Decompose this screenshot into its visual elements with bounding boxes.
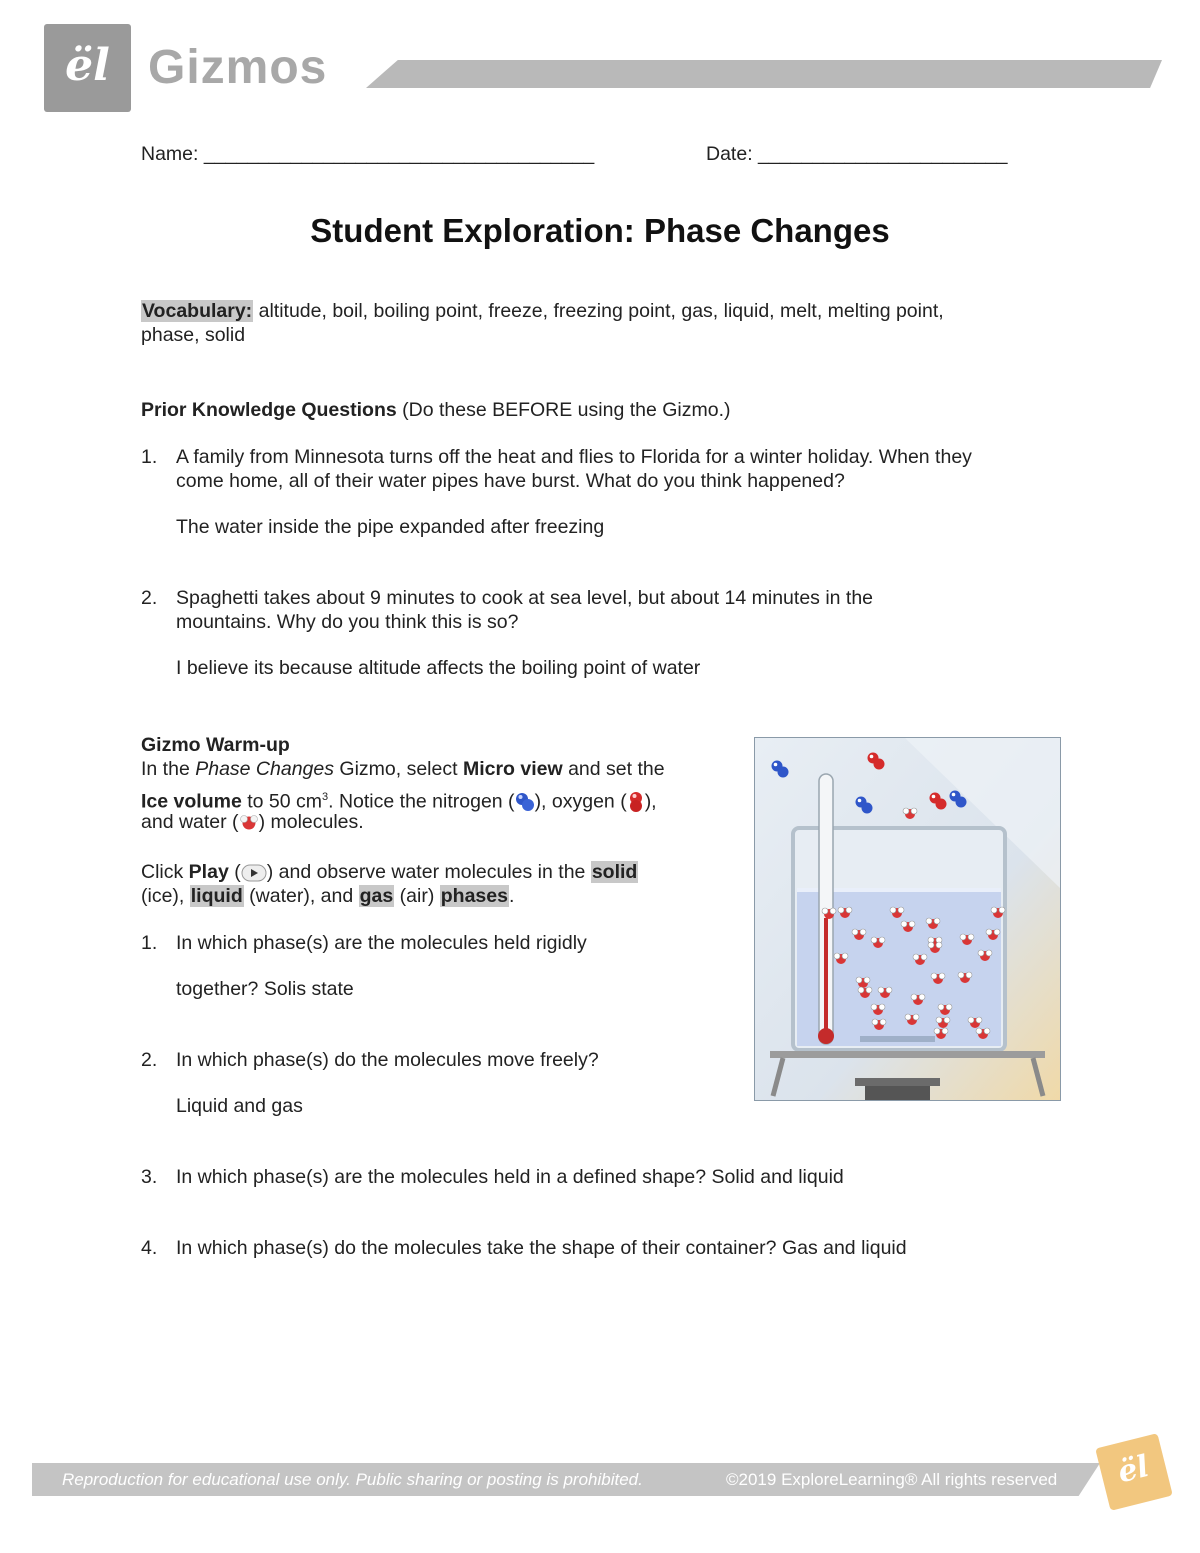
play-term: Play	[188, 861, 229, 883]
text: .	[508, 885, 515, 907]
page-title: Student Exploration: Phase Changes	[310, 212, 890, 249]
beaker-illustration	[755, 738, 1060, 1100]
footer-logo	[1095, 1433, 1173, 1511]
warmup-q1-number: 1.	[141, 932, 158, 954]
warmup-heading: Gizmo Warm-up	[141, 734, 290, 756]
text: ),	[644, 790, 657, 813]
explorelearning-logo	[44, 24, 131, 112]
stir-bar	[860, 1036, 935, 1042]
warmup-p2-line1	[141, 860, 638, 884]
brand-title: Gizmos	[148, 41, 328, 94]
warmup-p1-line3	[141, 810, 364, 834]
warmup-q1-answer[interactable]: together? Solis state	[176, 978, 354, 1000]
text: Click	[141, 861, 189, 883]
warmup-q4-text[interactable]: In which phase(s) do the molecules take the shape of their container? Gas and liquid	[176, 1237, 907, 1259]
prior-q2-number: 2.	[141, 587, 158, 609]
warmup-q1-line1: In which phase(s) are the molecules held rigidly	[176, 932, 587, 954]
name-label: Name:	[141, 143, 199, 165]
text: (air)	[394, 885, 440, 907]
prior-q1-number: 1.	[141, 446, 158, 468]
text: Gizmo, select	[334, 758, 463, 780]
warmup-q2-number: 2.	[141, 1049, 158, 1071]
prior-knowledge-heading	[141, 398, 731, 422]
logo-glyph: ël	[65, 40, 110, 91]
warmup-q2-answer[interactable]: Liquid and gas	[176, 1095, 303, 1117]
vocabulary-line-1	[141, 299, 944, 323]
warmup-p2-line2	[141, 884, 514, 908]
footer-logo-glyph: ël	[1114, 1448, 1153, 1491]
nitrogen-molecule-icon	[515, 791, 535, 813]
thermometer-fluid	[824, 918, 828, 1030]
stand-top	[770, 1051, 1045, 1058]
warmup-q3-number: 3.	[141, 1166, 158, 1188]
date-label: Date:	[706, 143, 753, 165]
prior-q1-line1: A family from Minnesota turns off the heat and flies to Florida for a winter holiday. When they	[176, 446, 972, 468]
footer-copyright: ©2019 ExploreLearning® All rights reserved	[726, 1470, 1058, 1489]
text: In the	[141, 758, 196, 780]
vocabulary-terms-2: phase, solid	[141, 324, 246, 346]
phases-term: phases	[440, 885, 508, 907]
warmup-q2-line1: In which phase(s) do the molecules move freely?	[176, 1049, 599, 1071]
text: ) molecules.	[258, 811, 364, 833]
gizmo-name: Phase Changes	[195, 758, 334, 780]
warmup-q3-text[interactable]: In which phase(s) are the molecules held in a defined shape? Solid and liquid	[176, 1166, 844, 1188]
superscript: 3	[322, 791, 329, 803]
text: (ice),	[141, 885, 190, 907]
prior-heading-label: Prior Knowledge Questions	[141, 399, 397, 421]
oxygen-molecule-icon	[627, 791, 645, 813]
prior-heading-note: (Do these BEFORE using the Gizmo.)	[396, 399, 731, 421]
solid-term: solid	[591, 861, 638, 883]
date-field[interactable]	[706, 142, 1007, 166]
text: ), oxygen (	[534, 790, 627, 813]
prior-q1-answer[interactable]: The water inside the pipe expanded after freezing	[176, 516, 605, 538]
thermometer-bulb	[818, 1028, 834, 1044]
footer-notice: Reproduction for educational use only. Public sharing or posting is prohibited.	[62, 1470, 643, 1489]
ice-volume-term: Ice volume	[141, 790, 242, 813]
warmup-q4-number: 4.	[141, 1237, 158, 1259]
micro-view-term: Micro view	[462, 758, 563, 780]
date-line: _______________________	[758, 143, 1008, 165]
water-molecule-icon	[239, 813, 259, 833]
warmup-p1-line1	[141, 757, 665, 781]
vocabulary-terms-1: altitude, boil, boiling point, freeze, freezing point, gas, liquid, melt, melting point,	[253, 300, 944, 322]
prior-q2-line2: mountains. Why do you think this is so?	[176, 611, 519, 633]
text: . Notice the nitrogen (	[328, 790, 515, 813]
name-field[interactable]	[141, 142, 594, 166]
vocabulary-label: Vocabulary:	[142, 300, 253, 322]
text: to 50 cm	[241, 790, 322, 813]
prior-q1-line2: come home, all of their water pipes have burst. What do you think happened?	[176, 470, 845, 492]
text: (	[228, 861, 241, 883]
gas-term: gas	[359, 885, 394, 907]
prior-q2-line1: Spaghetti takes about 9 minutes to cook at sea level, but about 14 minutes in the	[176, 587, 874, 609]
play-icon	[241, 863, 267, 883]
header-bar	[366, 60, 1162, 88]
text: ) and observe water molecules in the	[266, 861, 591, 883]
prior-q2-answer[interactable]: I believe its because altitude affects the boiling point of water	[176, 657, 701, 679]
liquid-term: liquid	[190, 885, 243, 907]
text: and water (	[141, 811, 239, 833]
burner-base	[865, 1086, 930, 1100]
text: (water), and	[243, 885, 359, 907]
burner	[855, 1078, 940, 1086]
phase-changes-simulation-image	[754, 737, 1061, 1101]
text: and set the	[562, 758, 665, 780]
name-line: ____________________________________	[203, 143, 595, 165]
